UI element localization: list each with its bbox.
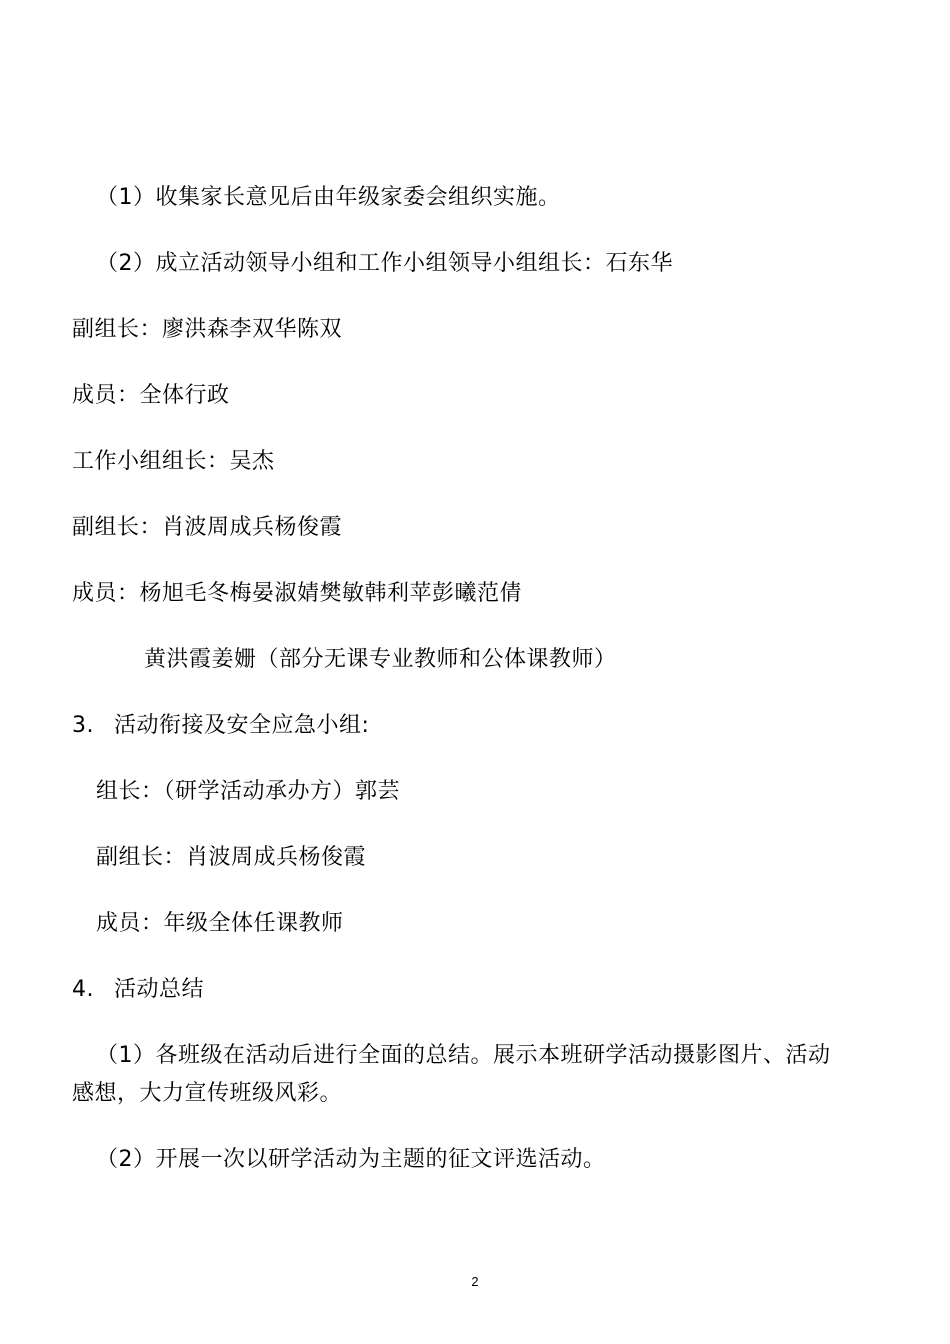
- page-number: 2: [471, 1274, 479, 1289]
- paragraph-safety-leader: 组长：（研学活动承办方）郭芸: [96, 779, 401, 804]
- paragraph-members-admin: 成员：全体行政: [72, 383, 230, 408]
- paragraph-collect-opinions: （1）收集家长意见后由年级家委会组织实施。: [96, 185, 561, 210]
- section-heading-3: [72, 711, 369, 741]
- section-title: 活动衔接及安全应急小组:: [114, 713, 370, 738]
- section-heading-4: [72, 975, 204, 1005]
- paragraph-safety-deputy: 副组长：肖波周成兵杨俊霞: [96, 845, 367, 870]
- paragraph-leadership-group: （2）成立活动领导小组和工作小组领导小组组长：石东华: [96, 251, 673, 276]
- paragraph-work-group-members-cont: 黄洪霞姜姗（部分无课专业教师和公体课教师）: [144, 647, 617, 672]
- section-title: 活动总结: [114, 977, 205, 1002]
- paragraph-deputy-leaders: 副组长：廖洪森李双华陈双: [72, 317, 343, 342]
- paragraph-work-group-leader: 工作小组组长：吴杰: [72, 449, 275, 474]
- section-number: 4.: [72, 977, 94, 1002]
- section-number: 3.: [72, 713, 94, 738]
- paragraph-work-group-members: 成员：杨旭毛冬梅晏淑婧樊敏韩利苹彭曦范倩: [72, 581, 523, 606]
- paragraph-summary-line2: 感想，大力宣传班级风彩。: [72, 1081, 343, 1106]
- paragraph-summary-line1: （1）各班级在活动后进行全面的总结。展示本班研学活动摄影图片、活动: [96, 1043, 831, 1068]
- paragraph-essay-contest: （2）开展一次以研学活动为主题的征文评选活动。: [96, 1147, 606, 1172]
- paragraph-work-group-deputy: 副组长：肖波周成兵杨俊霞: [72, 515, 343, 540]
- paragraph-safety-members: 成员：年级全体任课教师: [96, 911, 344, 936]
